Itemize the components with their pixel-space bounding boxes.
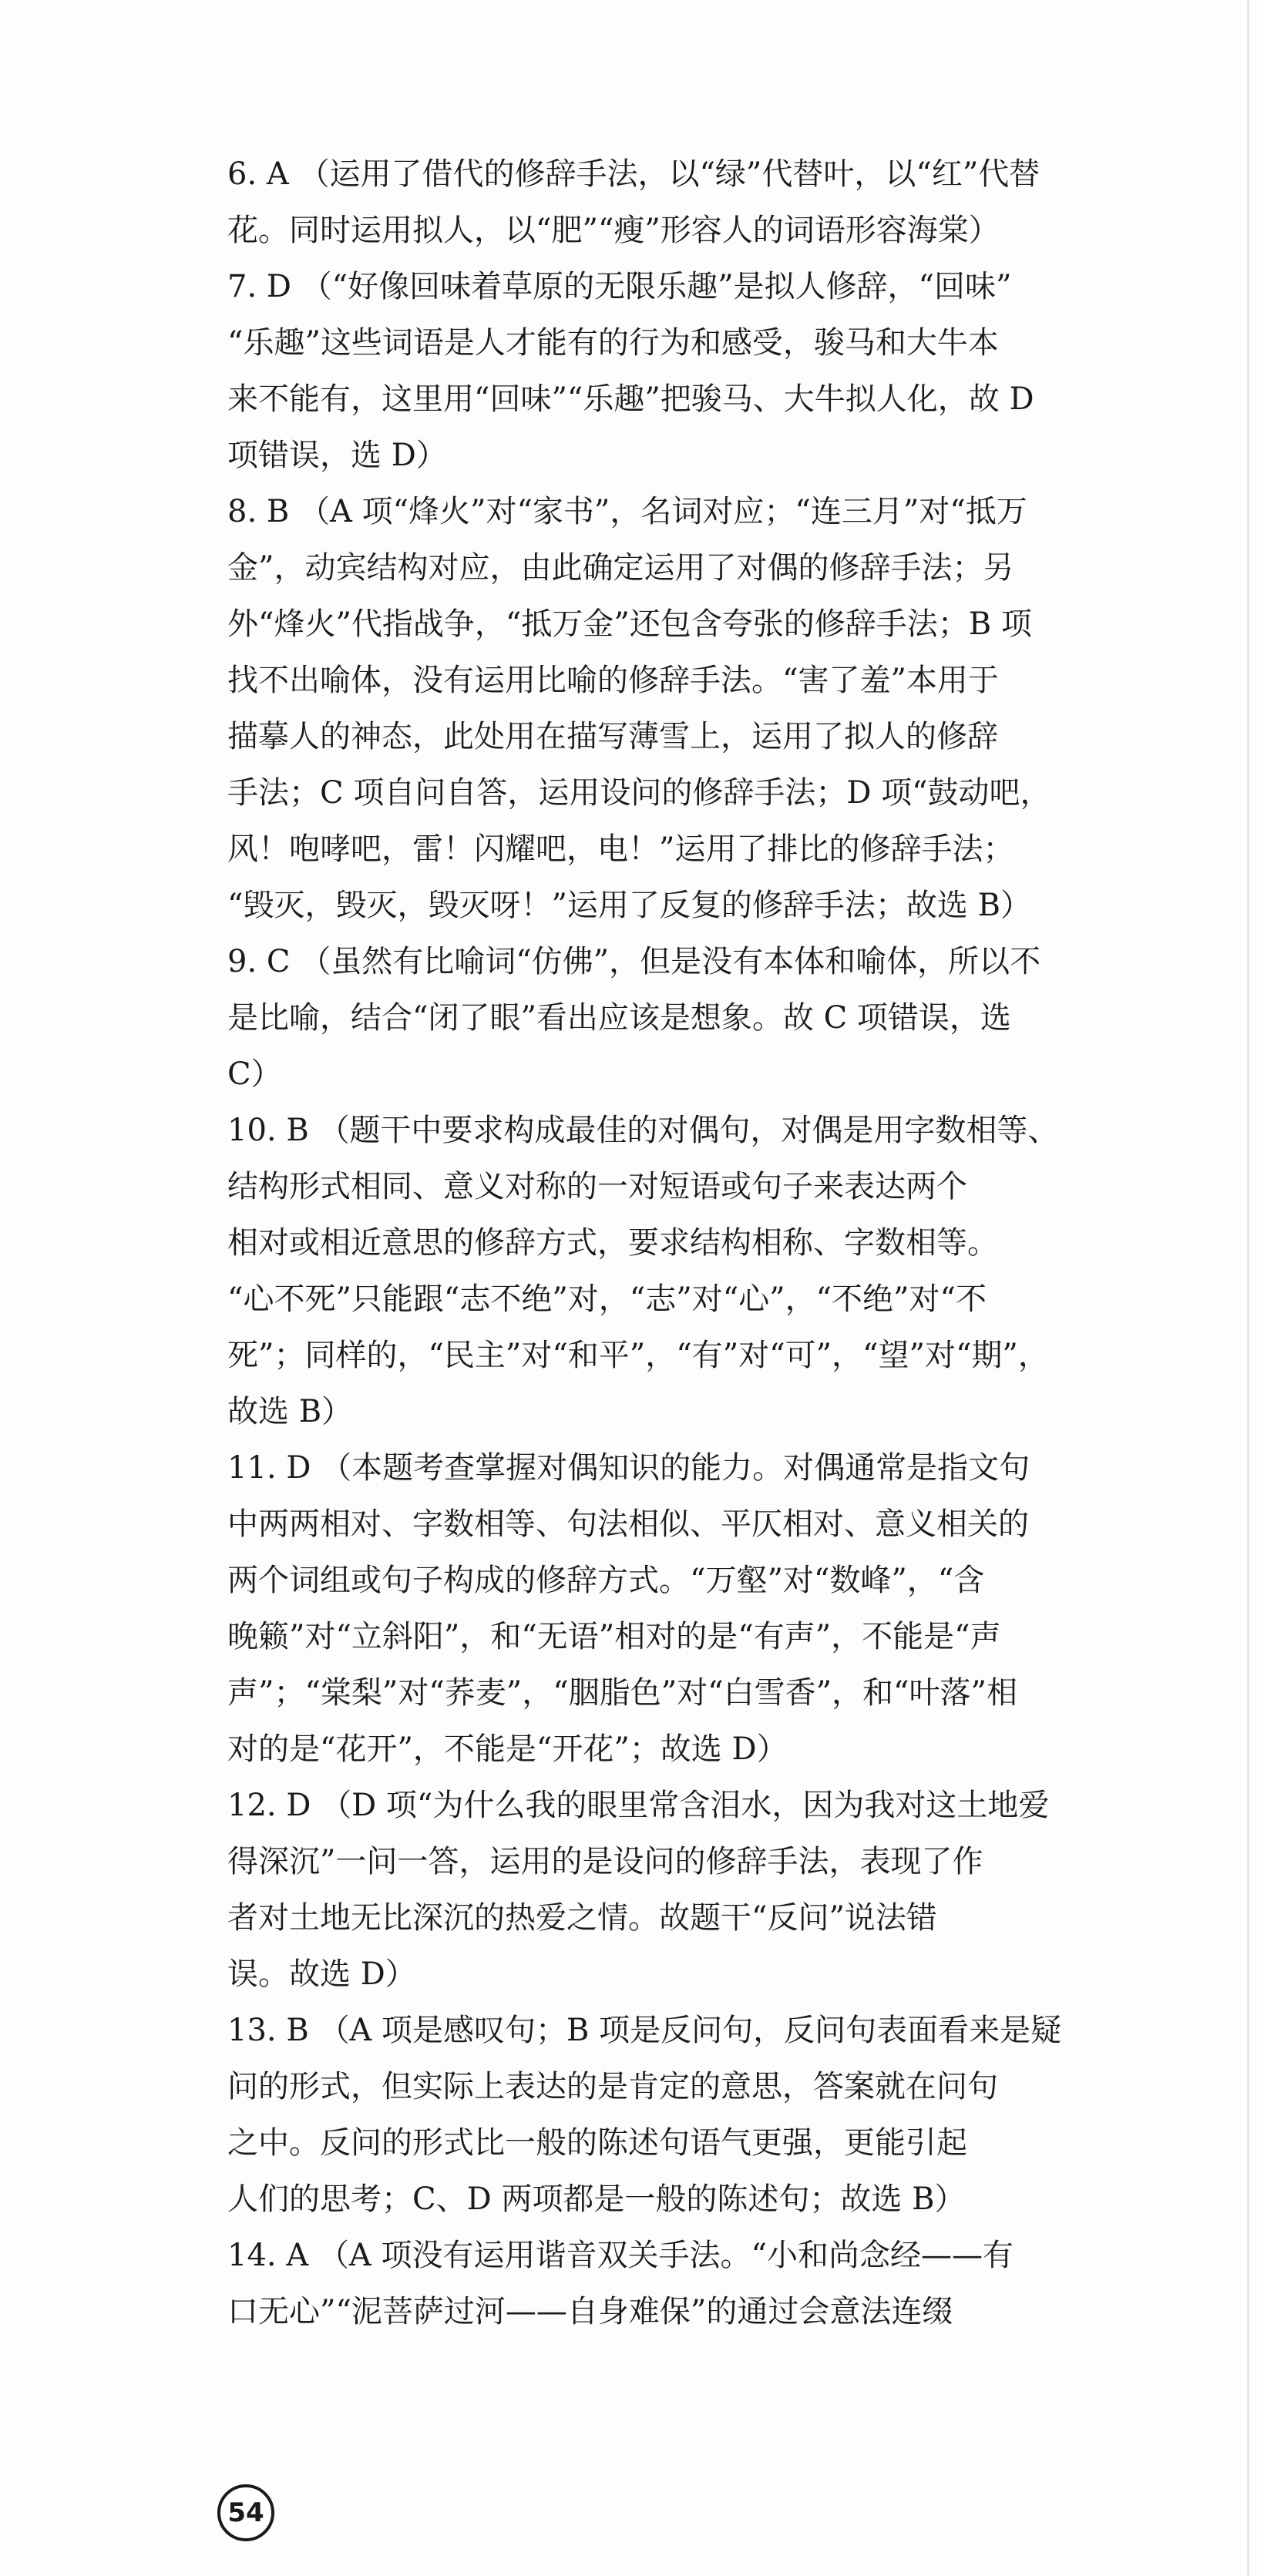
answer-line: 之中。反问的形式比一般的陈述句语气更强，更能引起 — [227, 2125, 967, 2161]
answer-line: 死”；同样的，“民主”对“和平”，“有”对“可”，“望”对“期”， — [227, 1338, 1049, 1373]
answer-entry-6 — [227, 146, 1183, 259]
answer-line: 结构形式相同、意义对称的一对短语或句子来表达两个 — [227, 1169, 967, 1204]
answer-line: 人们的思考；C、D 两项都是一般的陈述句；故选 B） — [227, 2181, 966, 2217]
page-edge-line — [1247, 0, 1249, 2576]
page-number-badge: 54 — [217, 2484, 274, 2541]
answer-line: 外“烽火”代指战争，“抵万金”还包含夸张的修辞手法；B 项 — [227, 606, 1032, 642]
answer-line: “毁灭，毁灭，毁灭呀！”运用了反复的修辞手法；故选 B） — [227, 888, 1032, 923]
answer-line: 故选 B） — [227, 1394, 353, 1429]
answer-entry-9 — [227, 934, 1183, 1103]
answer-line: 14. A （A 项没有运用谐音双关手法。“小和尚念经——有 — [227, 2238, 1014, 2273]
answer-line: 误。故选 D） — [227, 1956, 416, 1992]
answer-line: 项错误，选 D） — [227, 438, 447, 473]
answer-line: 者对土地无比深沉的热爱之情。故题干“反问”说法错 — [227, 1900, 937, 1936]
answer-line: 风！咆哮吧，雷！闪耀吧，电！”运用了排比的修辞手法； — [227, 831, 1014, 867]
answer-line: 7. D （“好像回味着草原的无限乐趣”是拟人修辞，“回味” — [227, 269, 1012, 304]
answer-line: 相对或相近意思的修辞方式，要求结构相称、字数相等。 — [227, 1225, 998, 1261]
answer-line: 金”，动宾结构对应，由此确定运用了对偶的修辞手法；另 — [227, 550, 1014, 586]
answer-line: 晚籁”对“立斜阳”，和“无语”相对的是“有声”，不能是“声 — [227, 1619, 1001, 1654]
answer-line: 是比喻，结合“闭了眼”看出应该是想象。故 C 项错误，选 — [227, 1000, 1011, 1036]
answer-line: “心不死”只能跟“志不绝”对，“志”对“心”，“不绝”对“不 — [227, 1281, 987, 1317]
answer-entry-10 — [227, 1103, 1183, 1440]
answer-line: C） — [227, 1056, 282, 1092]
answer-line: 两个词组或句子构成的修辞方式。“万壑”对“数峰”，“含 — [227, 1563, 985, 1598]
answer-line: 手法；C 项自问自答，运用设问的修辞手法；D 项“鼓动吧， — [227, 775, 1051, 811]
answer-line: 描摹人的神态，此处用在描写薄雪上，运用了拟人的修辞 — [227, 719, 998, 754]
answer-line: 中两两相对、字数相等、句法相似、平仄相对、意义相关的 — [227, 1506, 1029, 1542]
answer-entry-11 — [227, 1440, 1183, 1778]
answer-line: 12. D （D 项“为什么我的眼里常含泪水，因为我对这土地爱 — [227, 1788, 1050, 1823]
answer-line: 得深沉”一问一答，运用的是设问的修辞手法，表现了作 — [227, 1844, 983, 1879]
answer-line: “乐趣”这些词语是人才能有的行为和感受，骏马和大牛本 — [227, 325, 999, 361]
answer-line: 找不出喻体，没有运用比喻的修辞手法。“害了羞”本用于 — [227, 663, 999, 698]
answer-line: 13. B （A 项是感叹句；B 项是反问句，反问句表面看来是疑 — [227, 2013, 1062, 2048]
answer-line: 9. C （虽然有比喻词“仿佛”，但是没有本体和喻体，所以不 — [227, 944, 1041, 979]
answer-entry-14 — [227, 2228, 1183, 2340]
answer-entry-7 — [227, 259, 1183, 484]
answer-entry-12 — [227, 1778, 1183, 2003]
answer-line: 问的形式，但实际上表达的是肯定的意思，答案就在问句 — [227, 2069, 998, 2104]
answer-line: 声”；“棠梨”对“荞麦”，“胭脂色”对“白雪香”，和“叶落”相 — [227, 1675, 1017, 1711]
answer-line: 来不能有，这里用“回味”“乐趣”把骏马、大牛拟人化，故 D — [227, 381, 1034, 417]
answer-list — [227, 146, 1183, 2340]
answer-line: 10. B （题干中要求构成最佳的对偶句，对偶是用字数相等、 — [227, 1113, 1059, 1148]
answer-line: 口无心”“泥菩萨过河——自身难保”的通过会意法连缀 — [227, 2294, 953, 2329]
answer-line: 8. B （A 项“烽火”对“家书”，名词对应；“连三月”对“抵万 — [227, 494, 1027, 529]
answer-line: 花。同时运用拟人，以“肥”“瘦”形容人的词语形容海棠） — [227, 213, 1000, 248]
answer-line: 11. D （本题考查掌握对偶知识的能力。对偶通常是指文句 — [227, 1450, 1030, 1486]
answer-line: 对的是“花开”，不能是“开花”；故选 D） — [227, 1731, 788, 1767]
answer-line: 6. A （运用了借代的修辞手法，以“绿”代替叶，以“红”代替 — [227, 156, 1040, 192]
answer-entry-8 — [227, 484, 1183, 934]
answer-entry-13 — [227, 2003, 1183, 2228]
